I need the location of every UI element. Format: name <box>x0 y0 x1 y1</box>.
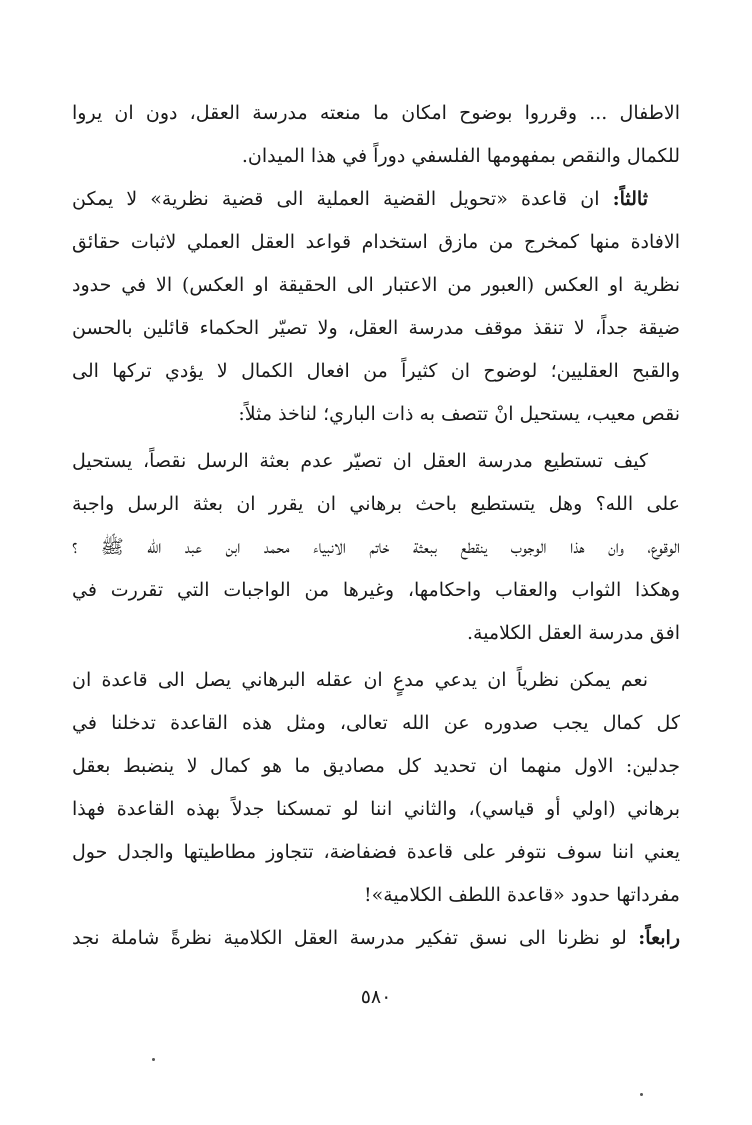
page-number: ٥٨٠ <box>360 986 392 1008</box>
scan-speck <box>152 1058 155 1061</box>
text-line: مفرداتها حدود «قاعدة اللطف الكلامية»! <box>364 884 680 906</box>
text-span: لو نظرنا الى نسق تفكير مدرسة العقل الكلامية نظرةً شاملة نجد <box>72 927 639 949</box>
text-line <box>72 178 680 221</box>
text-line: نظرية او العكس (العبور من الاعتبار الى الحقيقة او العكس) الا في حدود <box>72 274 680 296</box>
text-line: على الله؟ وهل يتستطيع باحث برهاني ان يقرر ان بعثة الرسل واجبة <box>72 493 680 515</box>
text-line: كيف تستطيع مدرسة العقل ان تصيّر عدم بعثة الرسل نقصاً، يستحيل <box>72 450 648 472</box>
text-line: الافادة منها كمخرج من مازق استخدام قواعد العقل العملي لاثبات حقائق <box>72 231 680 253</box>
text-line: الاطفال ... وقرروا بوضوح امكان ما منعته مدرسة العقل، دون ان يروا <box>72 102 680 124</box>
text-line: نعم يمكن نظرياً ان يدعي مدعٍ ان عقله البرهاني يصل الى قاعدة ان <box>72 669 648 691</box>
text-line: للكمال والنقص بمفهومها الفلسفي دوراً في هذا الميدان. <box>241 145 680 167</box>
body-text <box>72 92 680 960</box>
section-lead-fourth: رابعاً: <box>638 927 680 949</box>
text-line: كل كمال يجب صدوره عن الله تعالى، ومثل هذه القاعدة تدخلنا في <box>72 712 680 734</box>
text-line: الوقوع، وان هذا الوجوب ينقطع ببعثة خاتم الانبياء محمد ابن عبد الله ﷺ ؟ <box>72 536 680 558</box>
text-line <box>72 917 680 960</box>
text-line: نقص معيب، يستحيل انْ تتصف به ذات الباري؛ لناخذ مثلاً: <box>238 403 680 425</box>
text-line: والقبح العقليين؛ لوضوح ان كثيراً من افعال الكمال لا يؤدي تركها الى <box>72 360 680 382</box>
text-line: وهكذا الثواب والعقاب واحكامها، وغيرها من الواجبات التي تقررت في <box>72 579 680 601</box>
text-line: ضيقة جداً، لا تنقذ موقف مدرسة العقل، ولا تصيّر الحكماء قائلين بالحسن <box>72 317 680 339</box>
text-span: ان قاعدة «تحويل القضية العملية الى قضية نظرية» لا يمكن <box>72 188 613 210</box>
text-line: افق مدرسة العقل الكلامية. <box>466 622 680 644</box>
text-line: يعني اننا سوف نتوفر على قاعدة فضفاضة، تتجاوز مطاطيتها والجدل حول <box>72 841 680 863</box>
section-lead-third: ثالثاً: <box>612 188 648 210</box>
scan-speck <box>640 1093 643 1096</box>
text-line: برهاني (اولي أو قياسي)، والثاني اننا لو تمسكنا جدلاً بهذه القاعدة فهذا <box>72 798 680 820</box>
text-line: جدلين: الاول منهما ان تحديد كل مصاديق ما هو كمال لا ينضبط بعقل <box>72 755 680 777</box>
